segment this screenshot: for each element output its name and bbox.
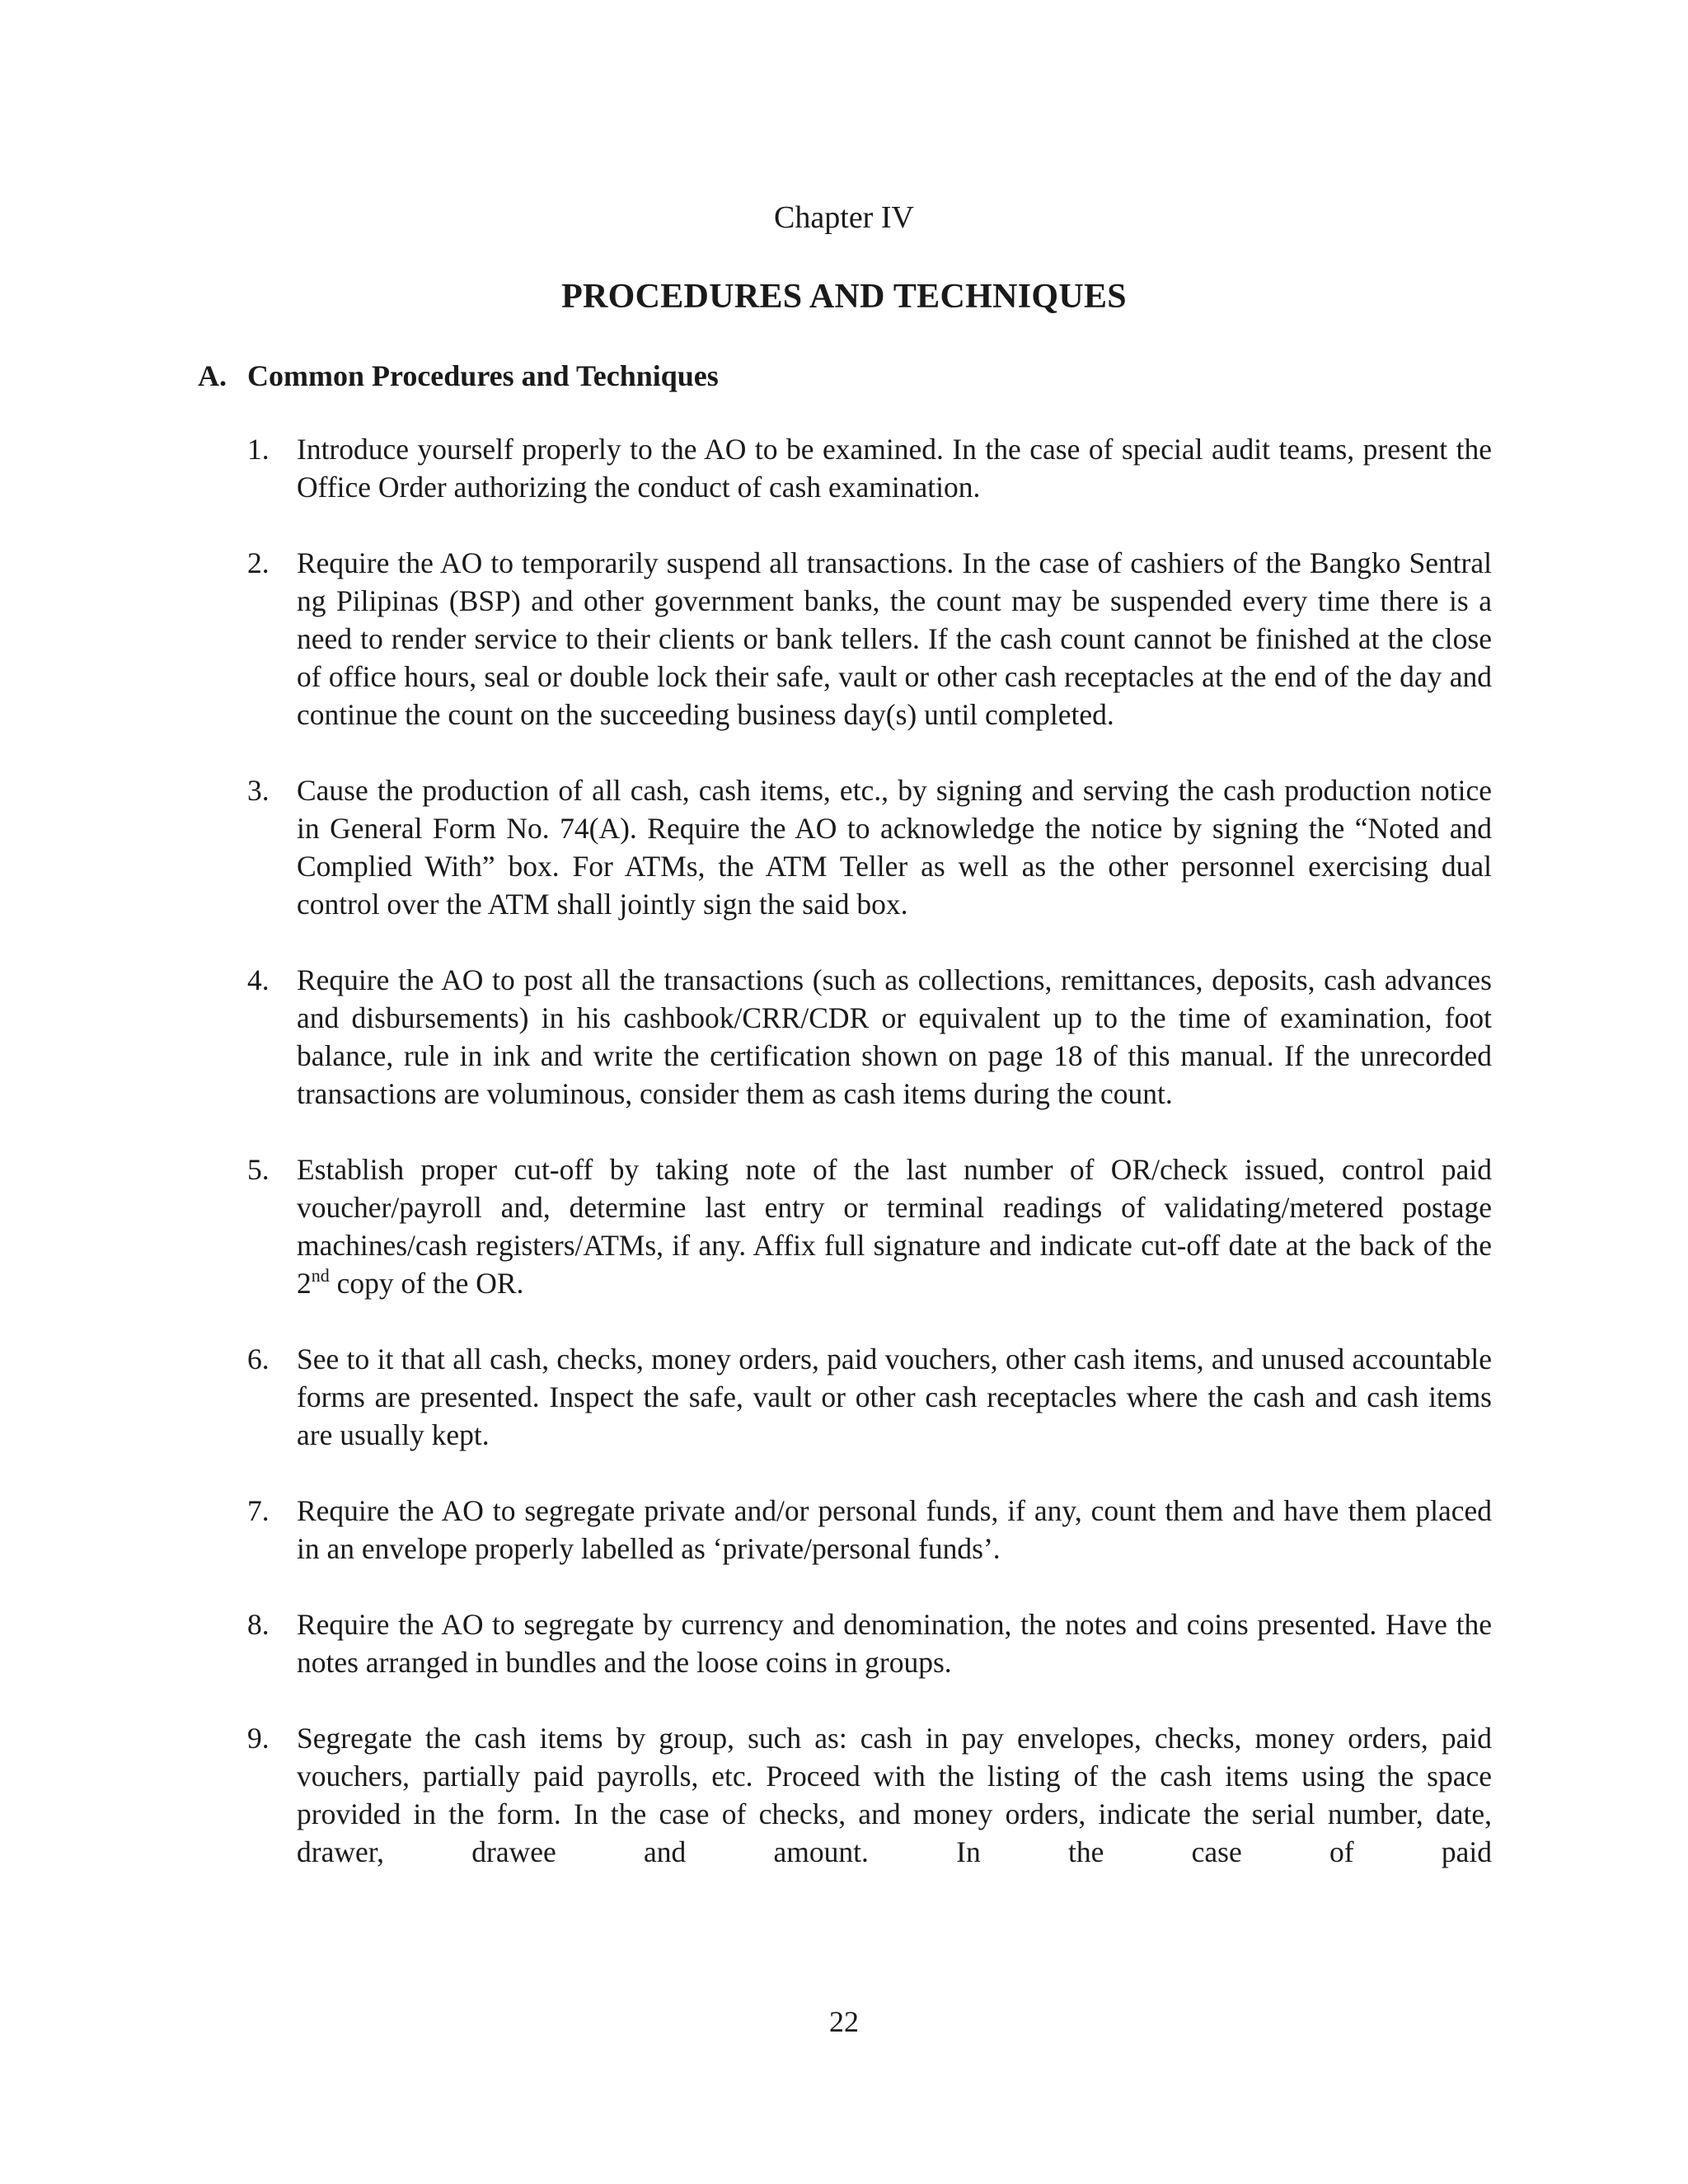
item-number: 6. (247, 1343, 270, 1376)
item-text: Require the AO to segregate private and/or personal funds, if any, count them and have them placed in an envelope properly labelled as ‘private/personal funds’. (297, 1494, 1492, 1565)
item-text: Segregate the cash items by group, such as: cash in pay envelopes, checks, money orders, paid vouchers, partially paid payrolls, etc. Proceed with the listing of the cash items using the space provided in the form. In the case of checks, and money orders, indicate the serial number, date, drawer, drawee and amount. In the case of paid (297, 1722, 1492, 1868)
item-text: Require the AO to post all the transactions (such as collections, remittances, deposits, cash advances and disbursements) in his cashbook/CRR/CDR or equivalent up to the time of examination, foot balance, rule in ink and write the certification shown on page 18 of this manual. If the unrecorded transactions are voluminous, consider them as cash items during the count. (297, 963, 1492, 1110)
list-item (247, 961, 1492, 1113)
item-number: 1. (247, 433, 270, 466)
procedure-list (247, 430, 1492, 1909)
list-item (247, 1605, 1492, 1681)
item-number: 5. (247, 1153, 270, 1186)
list-item (247, 1719, 1492, 1871)
item-text: Require the AO to temporarily suspend all transactions. In the case of cashiers of the Bangko Sentral ng Pilipinas (BSP) and other government banks, the count may be suspended every time there is a need to render service to their clients or bank tellers. If the cash count cannot be finished at the close of office hours, seal or double lock their safe, vault or other cash receptacles at the end of the day and continue the count on the succeeding business day(s) until completed. (297, 546, 1492, 731)
list-item (247, 1340, 1492, 1454)
list-item (247, 1492, 1492, 1568)
page-number: 22 (829, 2005, 859, 2038)
section-heading (198, 356, 719, 396)
list-item (247, 771, 1492, 923)
item-text: Cause the production of all cash, cash items, etc., by signing and serving the cash production notice in General Form No. 74(A). Require the AO to acknowledge the notice by signing the “Noted and Complied With” box. For ATMs, the ATM Teller as well as the other personnel exercising dual control over the ATM shall jointly sign the said box. (297, 774, 1492, 921)
list-item (247, 544, 1492, 733)
item-text: See to it that all cash, checks, money orders, paid vouchers, other cash items, and unused accountable forms are presented. Inspect the safe, vault or other cash receptacles where the cash and cash items are usually kept. (297, 1343, 1492, 1451)
item-text-part: Establish proper cut-off by taking note of the last number of OR/check issued, control paid voucher/payroll and, determine last entry or terminal readings of validating/metered postage machines/cash registers/ATMs, if any. Affix full signature and indicate cut-off date at the back of the 2 (297, 1153, 1492, 1300)
item-text: Require the AO to segregate by currency and denomination, the notes and coins presented. Have the notes arranged in bundles and the loose coins in groups. (297, 1608, 1492, 1679)
item-number: 3. (247, 774, 270, 807)
item-number: 2. (247, 546, 270, 579)
item-text-part: copy of the OR. (329, 1267, 524, 1300)
list-item (247, 430, 1492, 506)
item-text (297, 1151, 1492, 1302)
superscript: nd (311, 1265, 330, 1286)
chapter-label: Chapter IV (774, 200, 914, 235)
item-number: 8. (247, 1608, 270, 1641)
page-title: PROCEDURES AND TECHNIQUES (561, 278, 1127, 316)
item-number: 7. (247, 1494, 270, 1527)
list-item (247, 1151, 1492, 1302)
section-heading-text: Common Procedures and Techniques (247, 359, 719, 392)
section-letter: A. (198, 359, 227, 392)
item-text: Introduce yourself properly to the AO to be examined. In the case of special audit teams, present the Office Order authorizing the conduct of cash examination. (297, 433, 1492, 504)
item-number: 9. (247, 1722, 270, 1755)
item-number: 4. (247, 963, 270, 996)
